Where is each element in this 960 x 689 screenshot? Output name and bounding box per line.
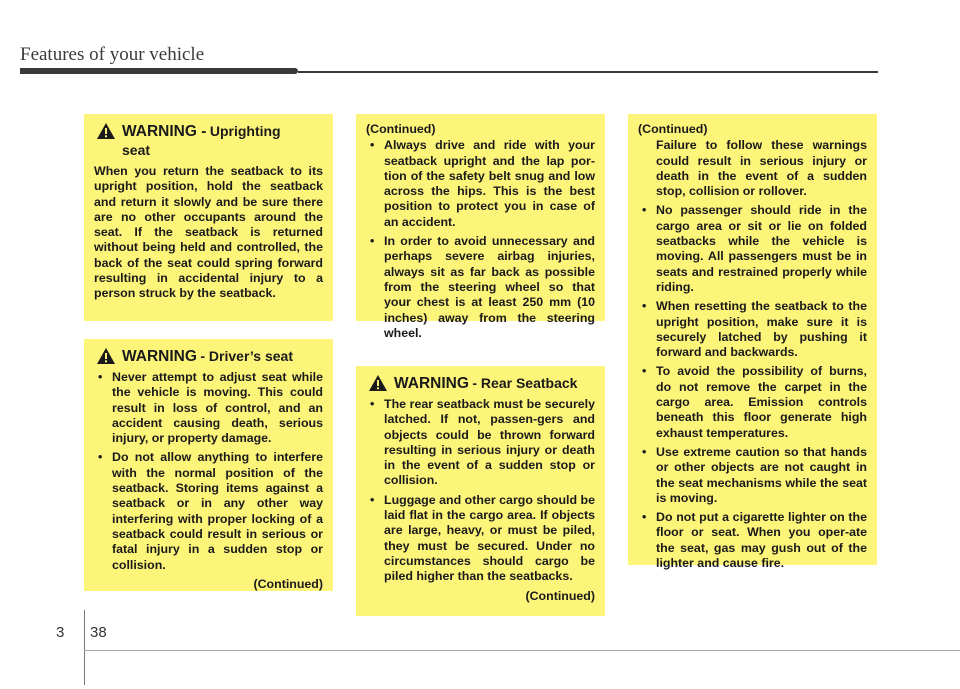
continued-label: (Continued) [253,576,323,591]
chapter-number: 3 [56,624,65,641]
warning-label: WARNING [394,375,469,392]
warning-header [96,122,323,160]
warning-triangle-icon [368,374,388,392]
warning-box-continued-seatback [356,114,605,340]
list-item: • In order to avoid unnecessary and perhaps severe airbag injuries, always sit as far back as possible from the steering wheel so that your chest is at least 250 mm (10 inches) away from the steering wheel. [366,234,595,341]
list-item: • Luggage and other cargo should be laid flat in the cargo area. If objects are large, heavy, or must be piled, they must be secured. Under no circumstances should cargo be piled higher than the seatbacks. [366,493,595,585]
warning-subject: Uprighting seat [122,123,281,158]
warning-bullet-list [366,397,595,585]
warning-label: WARNING - [122,123,207,140]
header-rule-thin [298,71,878,73]
warning-bullet-list [94,370,323,573]
warning-header [96,347,323,366]
footer-vertical-rule [84,610,85,685]
list-item: • The rear seatback must be securely latched. If not, passen-gers and objects could be thrown forward resulting in serious injury or death in the event of a sudden stop or collision. [366,397,595,489]
list-item: • Do not put a cigarette lighter on the floor or seat. When you oper-ate the seat, gas may gush out of the lighter and cause fire. [638,510,867,571]
warning-header [368,374,595,393]
list-item: • Use extreme caution so that hands or other objects are not caught in the seat mechanisms while the seat is moving. [638,445,867,506]
warning-subject: - Rear Seatback [472,375,578,391]
page-number: 38 [90,624,107,641]
list-item: • Always drive and ride with your seatback upright and the lap por-tion of the safety belt snug and low across the hips. This is the best position to protect you in case of an accident. [366,138,595,230]
warning-label: WARNING [122,348,197,365]
warning-triangle-icon [96,122,116,140]
warning-bullet-list [366,138,595,341]
warning-box-drivers-seat [84,339,333,591]
list-item: • No passenger should ride in the cargo area or sit or lie on folded seatbacks while the vehicle is moving. All passengers must be in seats and restrained properly while riding. [638,203,867,295]
warning-box-rear-seatback [356,366,605,616]
warning-intro-text: Failure to follow these warnings could result in serious injury or death in the event of a sudden stop, collision or rollover. [656,138,867,199]
list-item: • Never attempt to adjust seat while the vehicle is moving. This could result in loss of control, and an accident causing death, serious injury, or property damage. [94,370,323,446]
list-item: • Do not allow anything to interfere with the normal position of the seatback. Storing items against a seatback or in any other way interfering with proper locking of a seatback could result in serious or fatal injury in a sudden stop or collision. [94,450,323,572]
warning-bullet-list [638,203,867,571]
warning-subject: - Driver’s seat [200,348,293,364]
page-title: Features of your vehicle [20,44,205,65]
footer-horizontal-rule [84,650,960,651]
list-item: • When resetting the seatback to the upright position, make sure it is securely latched by pushing it forward and backwards. [638,299,867,360]
header-rule-thick [20,68,298,74]
continued-label: (Continued) [366,122,436,136]
continued-label: (Continued) [638,122,708,136]
continued-label: (Continued) [525,588,595,603]
warning-box-continued-cargo [628,114,877,571]
warning-text: When you return the seatback to its upright position, hold the seatback and return it slowly and be sure there are no other occupants around the seat. If the seatback is returned without being held and controlled, the back of the seat could spring forward resulting in accidental injury to a person struck by the seatback. [94,164,323,301]
warning-box-upright-seat [84,114,333,321]
warning-triangle-icon [96,347,116,365]
list-item: • To avoid the possibility of burns, do not remove the carpet in the cargo area. Emission controls beneath this floor generate high exhaust temperatures. [638,364,867,440]
